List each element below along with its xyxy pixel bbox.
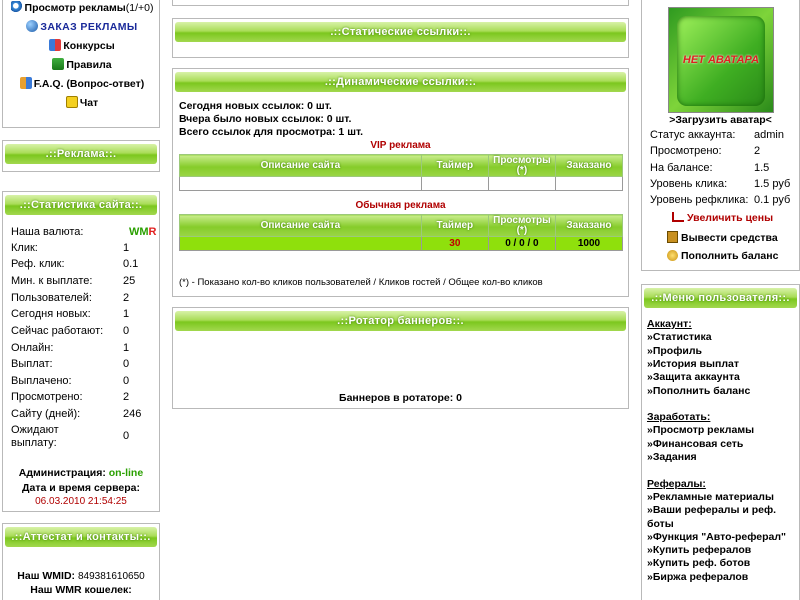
stat-label: Ожидают выплату: (11, 424, 59, 449)
col-views: Просмотры (*) (488, 215, 555, 237)
col-timer: Таймер (421, 155, 488, 177)
money-icon (667, 231, 678, 243)
menu-item-contests[interactable]: Конкурсы (3, 39, 160, 52)
user-menu-box (641, 284, 800, 600)
stat-label: Выплачено: (11, 375, 72, 387)
globe-icon (26, 20, 38, 32)
account-row (650, 178, 791, 190)
stat-value: 0 (123, 430, 130, 442)
account-row (650, 162, 770, 174)
puzzle-icon (49, 39, 61, 51)
user-menu-section-title: Аккаунт: (647, 318, 692, 330)
user-menu-item[interactable]: »Биржа рефералов (647, 570, 749, 583)
people-icon (20, 77, 32, 89)
ad-timer: 30 (421, 237, 488, 251)
user-menu-item[interactable]: »Купить реф. ботов (647, 557, 751, 570)
menu-item-order-ads[interactable]: ЗАКАЗ РЕКЛАМЫ (3, 20, 160, 33)
contacts-box (2, 523, 160, 600)
stat-value: 25 (123, 275, 136, 287)
user-menu-item[interactable]: »Просмотр рекламы (647, 424, 755, 437)
stat-value: 1 (123, 242, 130, 254)
normal-ads-title: Обычная реклама (355, 200, 446, 211)
stat-value: 0 (123, 325, 130, 337)
col-description: Описание сайта (180, 215, 422, 237)
user-menu-item[interactable]: »Ваши рефералы и реф. (647, 504, 777, 517)
user-menu-item[interactable]: »История выплат (647, 357, 739, 370)
stat-value: 0.1 (123, 258, 139, 270)
stat-value: 2 (123, 391, 130, 403)
stat-label: Сайту (дней): (11, 408, 81, 420)
stat-value: 1 (123, 342, 130, 354)
user-menu-item[interactable]: »Статистика (647, 331, 712, 344)
menu-item-chat[interactable]: Чат (3, 96, 160, 109)
avatar[interactable] (668, 7, 774, 113)
top-up-link[interactable]: Пополнить баланс (667, 250, 778, 262)
withdraw-link[interactable]: Вывести средства (667, 231, 778, 244)
menu-item-view-ads[interactable]: Просмотр рекламы(1/+0) (3, 1, 160, 14)
menu-item-rules[interactable]: Правила (3, 58, 160, 71)
user-menu-section-title: Рефералы: (647, 477, 706, 490)
account-value: admin (754, 129, 784, 141)
ads-box (2, 140, 160, 172)
stats-box: .::Статистика сайта::. Наша валюта: WMR Клик: 1 Реф. клик: 0.1 Мин. к выплате: 25 Пользователей: 2 Сегодня новых: 1 Сейчас работают: 0 Онлайн: 1 Выплат: 0 Выплачено: 0 Просмотрено: 2 Сайту (дней): 246 Ожидают выплату: 0 Администрация: on-line Дата и время сервера: 06.03.2010 21:54:25 (2, 191, 160, 512)
vip-ads-title: VIP реклама (370, 140, 431, 151)
account-label: На балансе: (650, 162, 713, 174)
chat-icon (66, 96, 78, 108)
wmr-wallet-label: Наш WMR кошелек: (30, 584, 132, 596)
stat-label: Выплат: (11, 358, 53, 370)
ad-ordered: 1000 (555, 237, 622, 251)
stat-value: 246 (123, 408, 142, 420)
rotator-count: Баннеров в ротаторе: 0 (339, 392, 462, 404)
account-row (650, 129, 784, 141)
stat-label: Просмотрено: (11, 391, 83, 403)
user-menu-item[interactable]: »Рекламные материалы (647, 490, 774, 503)
yesterday-new-links: Вчера было новых ссылок: 0 шт. (179, 113, 352, 125)
stat-label: Онлайн: (11, 342, 54, 354)
total-links: Всего ссылок для просмотра: 1 шт. (179, 126, 364, 138)
account-label: Уровень клика: (650, 178, 728, 190)
left-menu-box (2, 0, 160, 128)
stat-value: 1 (123, 308, 130, 320)
user-menu-section-title: Заработать: (647, 411, 711, 424)
account-box (641, 0, 800, 271)
rotator-title: .::Ротатор баннеров::. (175, 311, 626, 331)
vip-ads-table (179, 154, 623, 191)
col-ordered: Заказано (555, 215, 622, 237)
account-row (650, 194, 791, 206)
ad-description[interactable] (180, 237, 422, 251)
menu-item-faq[interactable]: F.A.Q. (Вопрос-ответ) (3, 77, 160, 90)
col-timer: Таймер (421, 215, 488, 237)
col-description: Описание сайта (180, 155, 422, 177)
stat-label: Клик: (11, 242, 38, 254)
rotator-box (172, 307, 629, 409)
col-ordered: Заказано (555, 155, 622, 177)
wmid: Наш WMID: 849381610650 (17, 570, 145, 582)
account-label: Уровень рефклика: (650, 194, 749, 206)
user-menu-item[interactable]: »Купить рефералов (647, 544, 752, 557)
user-menu-item[interactable]: »Профиль (647, 344, 702, 357)
account-value: 1.5 (754, 162, 770, 174)
account-label: Статус аккаунта: (650, 129, 736, 141)
stat-label: Пользователей: (11, 292, 92, 304)
stat-value: 0 (123, 358, 130, 370)
stat-label: Мин. к выплате: (11, 275, 93, 287)
today-new-links: Сегодня новых ссылок: 0 шт. (179, 100, 332, 112)
top-stub-box (172, 0, 629, 6)
stat-value: 0 (123, 375, 130, 387)
ads-box-title: .::Реклама::. (5, 144, 157, 164)
static-links-box (172, 18, 629, 58)
contacts-title: .::Аттестат и контакты::. (5, 527, 157, 547)
account-label: Просмотрено: (650, 145, 722, 157)
coin-icon (667, 250, 678, 261)
user-menu-title: .::Меню пользователя::. (644, 288, 797, 308)
user-menu-item[interactable]: »Финансовая сеть (647, 437, 744, 450)
stats-title: .::Статистика сайта::. (5, 195, 157, 215)
increase-prices-link[interactable]: Увеличить цены (672, 212, 773, 224)
admin-status: Администрация: on-line (18, 467, 144, 479)
ad-views: 0 / 0 / 0 (488, 237, 555, 251)
account-value: 1.5 руб (754, 178, 791, 190)
views-footnote: (*) - Показано кол-во кликов пользователей / Кликов гостей / Общее кол-во кликов (179, 277, 543, 288)
static-links-title: .::Статические ссылки::. (175, 22, 626, 42)
user-menu-item[interactable]: боты (647, 517, 674, 530)
user-menu-item[interactable]: »Задания (647, 451, 697, 463)
dynamic-links-title: .::Динамические ссылки::. (175, 72, 626, 92)
server-time-label: Дата и время сервера: (22, 482, 140, 494)
magnifier-icon (11, 1, 23, 13)
stat-label: Реф. клик: (11, 258, 65, 270)
account-row (650, 145, 761, 157)
table-row[interactable] (180, 237, 623, 251)
dynamic-links-box (172, 68, 629, 297)
user-menu-item[interactable]: »Функция "Авто-реферал" (647, 530, 787, 543)
upload-avatar-link[interactable]: >Загрузить аватар< (669, 114, 772, 126)
account-value: 0.1 руб (754, 194, 791, 206)
stat-label: Сегодня новых: (11, 308, 91, 320)
book-icon (52, 58, 64, 70)
stat-value: 2 (123, 292, 130, 304)
account-value: 2 (754, 145, 761, 157)
server-time: 06.03.2010 21:54:25 (35, 496, 127, 507)
stat-label: Сейчас работают: (11, 325, 104, 337)
user-menu-item[interactable]: »Пополнить баланс (647, 384, 751, 397)
table-row (180, 177, 623, 191)
wmr-logo: WMR (129, 226, 157, 238)
chart-icon (672, 212, 684, 222)
col-views: Просмотры (*) (488, 155, 555, 177)
normal-ads-table (179, 214, 623, 251)
user-menu-item[interactable]: »Защита аккаунта (647, 371, 740, 384)
avatar-text: НЕТ АВАТАРА (682, 54, 760, 66)
